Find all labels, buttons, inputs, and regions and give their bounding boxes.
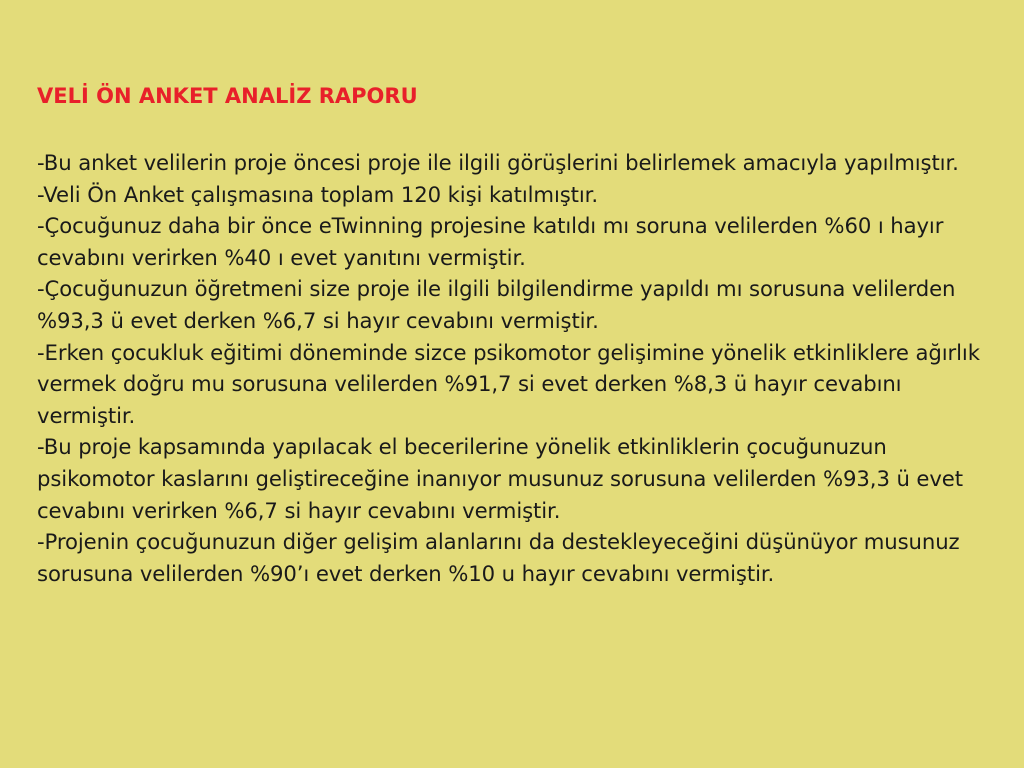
report-paragraph-psychomotor: -Erken çocukluk eğitimi döneminde sizce psikomotor gelişimine yönelik etkinliklere ağırlık vermek doğru mu sorusuna velilerden %91,7 si evet derken %8,3 ü hayır cevabını vermiştir.	[37, 339, 980, 428]
report-content	[37, 82, 997, 589]
report-title: VELİ ÖN ANKET ANALİZ RAPORU	[37, 84, 418, 108]
report-paragraph-teacher-info: -Çocuğunuzun öğretmeni size proje ile ilgili bilgilendirme yapıldı mı sorusuna velilerden %93,3 ü evet derken %6,7 si hayır cevabını vermiştir.	[37, 276, 956, 333]
report-paragraph-etwinning: -Çocuğunuz daha bir önce eTwinning projesine katıldı mı soruna velilerden %60 ı hayır cevabını verirken %40 ı evet yanıtını vermiştir.	[37, 213, 944, 270]
report-paragraphs	[37, 147, 997, 589]
report-paragraph-purpose: -Bu anket velilerin proje öncesi proje ile ilgili görüşlerini belirlemek amacıyla yapılmıştır.	[37, 150, 959, 175]
report-paragraph-participants: -Veli Ön Anket çalışmasına toplam 120 kişi katılmıştır.	[37, 181, 598, 207]
report-paragraph-development: -Projenin çocuğunuzun diğer gelişim alanlarını da destekleyeceğini düşünüyor musunuz sorusuna velilerden %90’ı evet derken %10 u hayır cevabını vermiştir.	[37, 529, 960, 586]
report-paragraph-hand-skills: -Bu proje kapsamında yapılacak el becerilerine yönelik etkinliklerin çocuğunuzun psikomotor kaslarını geliştireceğine inanıyor musunuz sorusuna velilerden %93,3 ü evet cevabını verirken %6,7 si hayır cevabını vermiştir.	[37, 434, 963, 523]
